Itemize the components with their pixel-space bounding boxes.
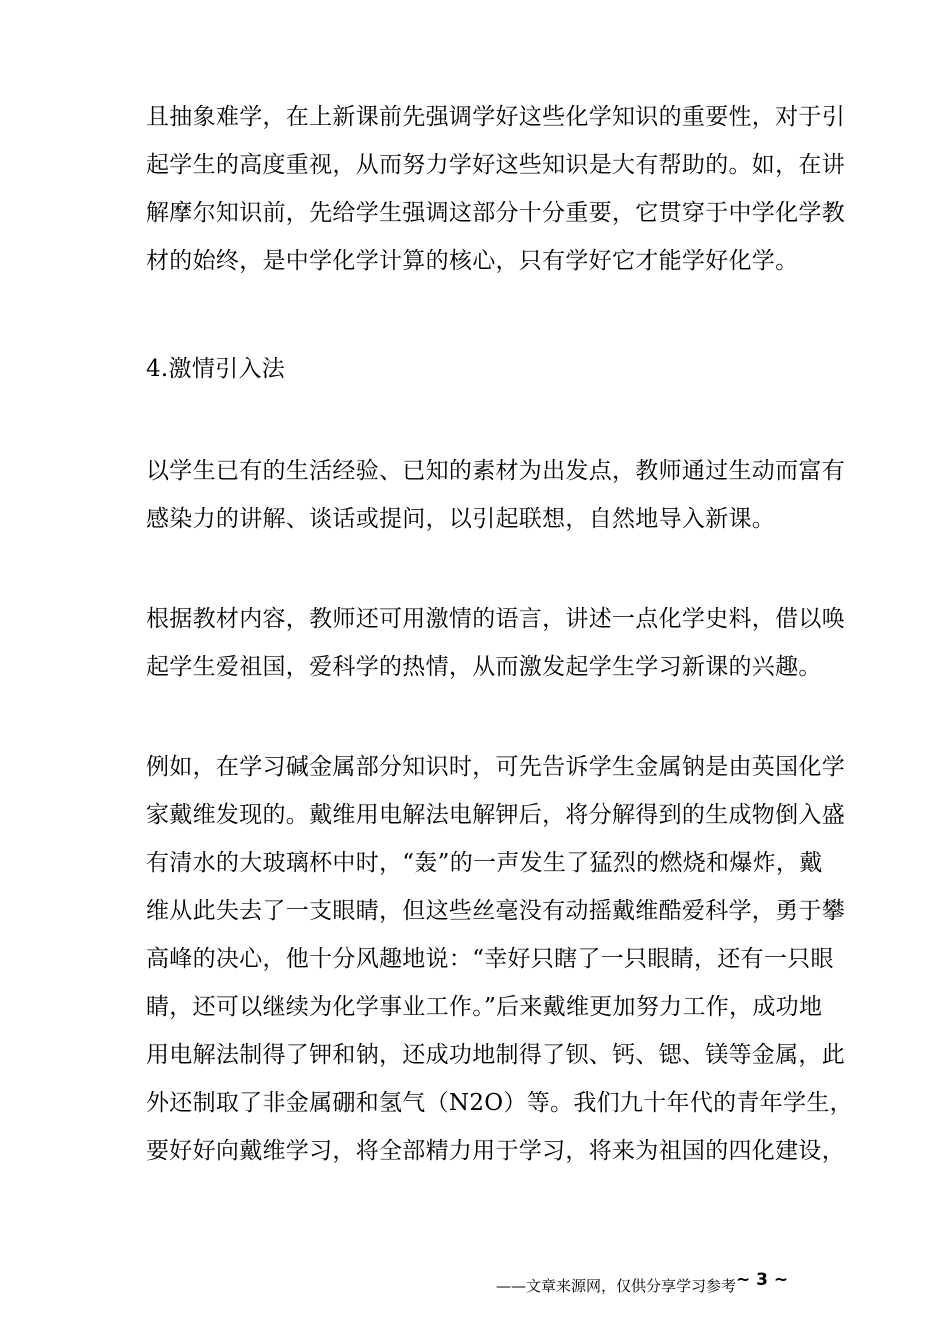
paragraph-line: 维从此失去了一支眼睛，但这些丝毫没有动摇戴维酷爱科学，勇于攀 <box>146 898 845 924</box>
paragraph-line: 高峰的决心，他十分风趣地说：“幸好只瞎了一只眼睛，还有一只眼 <box>146 946 834 972</box>
paragraph-line: 感染力的讲解、谈话或提问，以引起联想，自然地导入新课。 <box>146 506 776 532</box>
paragraph-line: 例如，在学习碱金属部分知识时，可先告诉学生金属钠是由英国化学 <box>146 754 845 780</box>
paragraph-line: 根据教材内容，教师还可用激情的语言，讲述一点化学史料，借以唤 <box>146 606 845 632</box>
paragraph-line: 睛，还可以继续为化学事业工作。”后来戴维更加努力工作，成功地 <box>146 994 823 1020</box>
section-heading: 4.激情引入法 <box>146 356 286 382</box>
paragraph-line: 用电解法制得了钾和钠，还成功地制得了钡、钙、锶、镁等金属，此 <box>146 1042 845 1068</box>
paragraph-line: 外还制取了非金属硼和氢气（N2O）等。我们九十年代的青年学生， <box>146 1090 853 1116</box>
paragraph-line: 起学生爱祖国，爱科学的热情，从而激发起学生学习新课的兴趣。 <box>146 654 822 680</box>
paragraph-line: 且抽象难学，在上新课前先强调学好这些化学知识的重要性，对于引 <box>146 104 845 130</box>
paragraph-line: 解摩尔知识前，先给学生强调这部分十分重要，它贯穿于中学化学教 <box>146 200 845 226</box>
paragraph-line: 要好好向戴维学习，将全部精力用于学习，将来为祖国的四化建设， <box>146 1138 845 1164</box>
paragraph-line: 家戴维发现的。戴维用电解法电解钾后，将分解得到的生成物倒入盛 <box>146 802 845 828</box>
page-number: ~ 3 ~ <box>736 1270 789 1290</box>
paragraph-line: 材的始终，是中学化学计算的核心，只有学好它才能学好化学。 <box>146 248 799 274</box>
footer-source-note: ——文章来源网，仅供分享学习参考 <box>496 1277 737 1295</box>
paragraph-line: 以学生已有的生活经验、已知的素材为出发点，教师通过生动而富有 <box>146 458 845 484</box>
paragraph-line: 有清水的大玻璃杯中时，“轰”的一声发生了猛烈的燃烧和爆炸，戴 <box>146 850 823 876</box>
paragraph-line: 起学生的高度重视，从而努力学好这些知识是大有帮助的。如，在讲 <box>146 152 845 178</box>
